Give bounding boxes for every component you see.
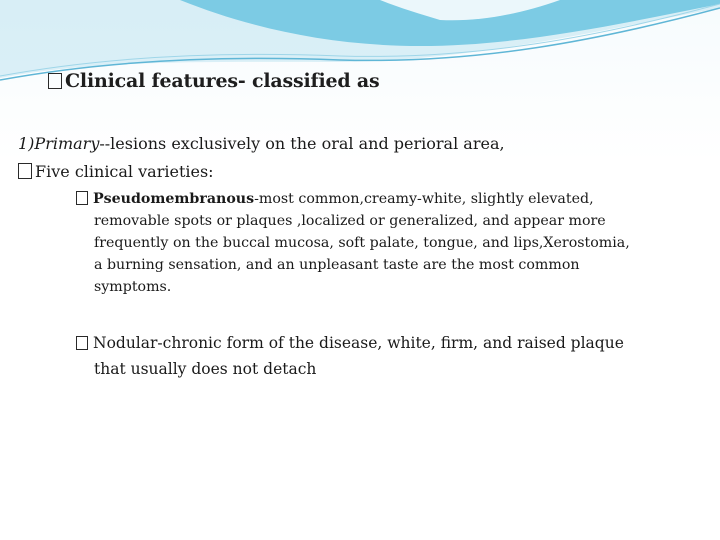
slide-title-text: Clinical features- classified as [65,70,380,92]
missing-glyph-icon [18,163,32,179]
primary-label: 1)Primary [18,134,100,153]
missing-glyph-icon [48,73,62,89]
primary-line [18,134,505,153]
pseudomembranous-line-3: a burning sensation, and an unpleasant taste are the most common [94,257,580,273]
missing-glyph-icon [76,191,88,205]
varieties-line [18,162,214,181]
varieties-text: Five clinical varieties: [35,162,214,181]
nodular-line-0: -chronic form of the disease, white, firm, and raised plaque [157,334,624,352]
pseudomembranous-item [18,188,708,298]
missing-glyph-icon [76,336,88,350]
slide-title [48,70,379,92]
nodular-item [18,330,708,382]
pseudomembranous-line-1: removable spots or plaques ,localized or generalized, and appear more [94,213,606,229]
pseudomembranous-line-0: -most common,creamy-white, slightly elevated, [254,191,594,207]
nodular-first-line [76,330,624,356]
primary-description: --lesions exclusively on the oral and perioral area, [99,134,505,153]
pseudomembranous-first-line [76,188,594,210]
nodular-term: Nodular [93,334,158,352]
pseudomembranous-term: Pseudomembranous [93,191,255,207]
pseudomembranous-line-4: symptoms. [94,279,172,295]
nodular-line-1: that usually does not detach [94,360,317,378]
pseudomembranous-line-2: frequently on the buccal mucosa, soft palate, tongue, and lips,Xerostomia, [94,235,630,251]
